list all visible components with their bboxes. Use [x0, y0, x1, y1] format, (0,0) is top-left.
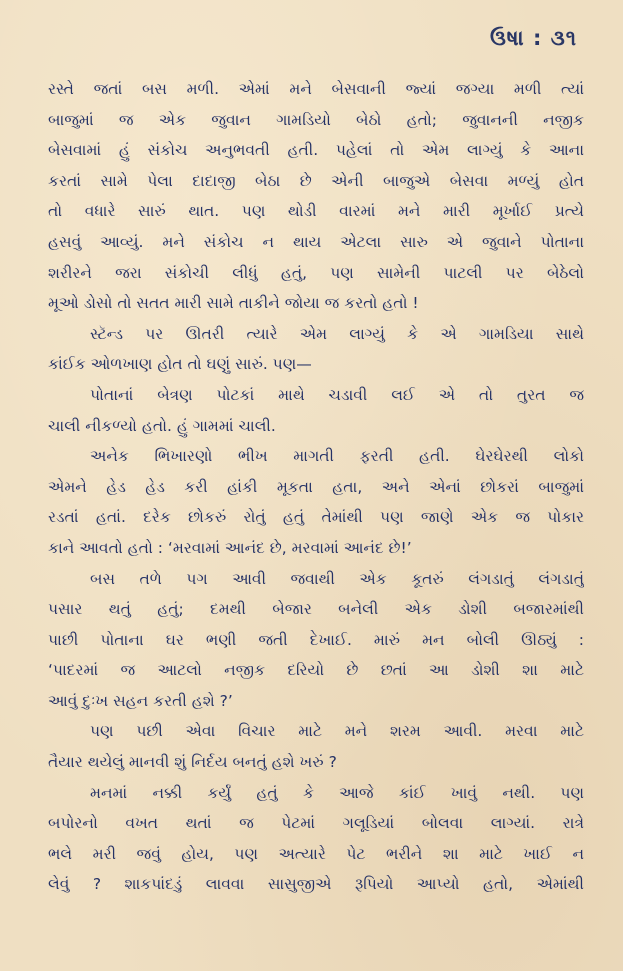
- text-line: તૈયાર થયેલું માનવી શું નિર્દય બનતું હશે ખરું ?: [48, 753, 337, 772]
- text-line: એમને હેડ હેડ કરી હાંકી મૂકતા હતા, અને એનાં છોકરાં બાજુમાં: [48, 477, 584, 496]
- text-line: બેસવામાં હું સંકોચ અનુભવતી હતી. પહેલાં તો એમ લાગ્યું કે આના: [48, 141, 584, 160]
- text-line: સ્ટૅન્ડ પર ઊતરી ત્યારે એમ લાગ્યું કે એ ગામડિયા સાથે: [90, 324, 584, 343]
- text-line: તો વધારે સારું થાત. પણ થોડી વારમાં મને મારી મૂર્ખાઈ પ્રત્યે: [48, 202, 584, 221]
- text-line: પણ પછી એવા વિચાર માટે મને શરમ આવી. મરવા માટે: [90, 722, 584, 741]
- text-line: ‘પાદરમાં જ આટલો નજીક દરિયો છે છતાં આ ડોશી શા માટે: [48, 661, 584, 680]
- text-line: અનેક ભિખારણો ભીખ માગતી ફરતી હતી. ઘેરઘેરથી લોકો: [90, 447, 584, 466]
- text-line: શરીરને જરા સંકોચી લીધું હતું, પણ સામેની પાટલી પર બેઠેલો: [48, 263, 584, 282]
- text-line: મૂઓ ડોસો તો સતત મારી સામે તાકીને જોયા જ કરતો હતો !: [48, 294, 419, 313]
- text-line: કાને આવતો હતો : ‘મરવામાં આનંદ છે, મરવામાં આનંદ છે!’: [48, 538, 412, 557]
- text-line: બાજુમાં જ એક જુવાન ગામડિયો બેઠો હતો; જુવાનની નજીક: [48, 110, 584, 129]
- text-line: આવું દુઃખ સહન કરતી હશે ?’: [48, 691, 233, 710]
- running-head: ઉષા : ૩૧: [489, 26, 577, 50]
- text-line: બસ તળે પગ આવી જવાથી એક કૂતરું લંગડાતું લંગડાતું: [90, 569, 584, 588]
- text-line: ચાલી નીકળ્યો હતો. હું ગામમાં ચાલી.: [48, 416, 276, 435]
- text-line: ભલે મરી જવું હોય, પણ અત્યારે પેટ ભરીને શા માટે ખાઈ ન: [48, 844, 584, 863]
- text-line: લેવું ? શાકપાંદડું લાવવા સાસુજીએ રૂપિયો આપ્યો હતો, એમાંથી: [48, 875, 584, 894]
- text-line: કાંઈક ઓળખાણ હોત તો ઘણું સારું. પણ—: [48, 355, 312, 374]
- body-text: [48, 74, 584, 900]
- text-line: હસવું આવ્યું. મને સંકોચ ન થાય એટલા સારુ એ જુવાને પોતાના: [48, 232, 584, 251]
- text-line: પાછી પોતાના ઘર ભણી જતી દેખાઈ. મારું મન બોલી ઊઠ્યું :: [48, 630, 584, 649]
- text-line: રડતાં હતાં. દરેક છોકરું રોતું હતું તેમાંથી પણ જાણે એક જ પોકાર: [48, 508, 584, 527]
- text-line: બપોરનો વખત થતાં જ પેટમાં ગલૂડિયાં બોલવા લાગ્યાં. રાત્રે: [48, 814, 584, 833]
- text-line: કરતાં સામે પેલા દાદાજી બેઠા છે એની બાજુએ બેસવા મળ્યું હોત: [48, 171, 584, 190]
- text-line: પસાર થતું હતું; દમથી બેજાર બનેલી એક ડોશી બજારમાંથી: [48, 600, 584, 619]
- text-line: રસ્તે જતાં બસ મળી. એમાં મને બેસવાની જ્યાં જગ્યા મળી ત્યાં: [48, 80, 584, 98]
- text-line: પોતાનાં બેત્રણ પોટકાં માથે ચડાવી લઈ એ તો તુરત જ: [90, 385, 584, 404]
- text-line: મનમાં નક્કી કર્યું હતું કે આજે કાંઈ ખાવું નથી. પણ: [90, 783, 584, 802]
